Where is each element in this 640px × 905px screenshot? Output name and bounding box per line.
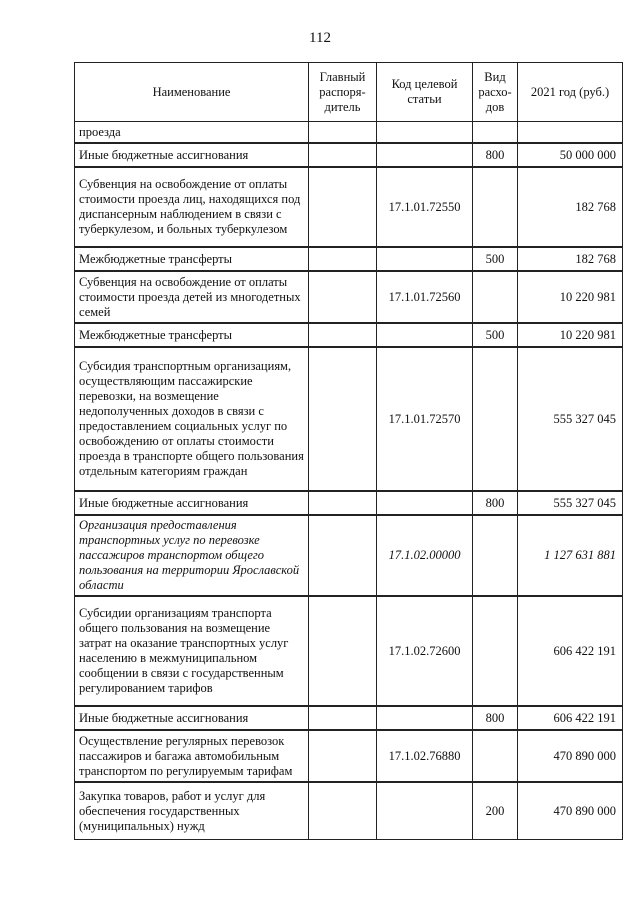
cell-admin xyxy=(309,706,377,730)
cell-type xyxy=(473,167,518,247)
header-code: Код целевой статьи xyxy=(377,63,473,122)
cell-type xyxy=(473,596,518,706)
cell-admin xyxy=(309,730,377,782)
cell-admin xyxy=(309,143,377,167)
table-row xyxy=(75,122,623,144)
table-row xyxy=(75,271,623,323)
table-row xyxy=(75,491,623,515)
cell-amount: 182 768 xyxy=(518,167,623,247)
cell-amount: 470 890 000 xyxy=(518,782,623,840)
cell-code xyxy=(377,122,473,144)
table-row xyxy=(75,347,623,491)
cell-type: 200 xyxy=(473,782,518,840)
cell-admin xyxy=(309,596,377,706)
cell-code xyxy=(377,491,473,515)
table-body xyxy=(75,122,623,840)
table-row xyxy=(75,515,623,596)
cell-type: 500 xyxy=(473,323,518,347)
cell-type xyxy=(473,271,518,323)
cell-amount: 555 327 045 xyxy=(518,347,623,491)
table-row xyxy=(75,706,623,730)
cell-type: 800 xyxy=(473,491,518,515)
table-row xyxy=(75,247,623,271)
table-row xyxy=(75,596,623,706)
cell-amount: 10 220 981 xyxy=(518,271,623,323)
cell-code: 17.1.02.76880 xyxy=(377,730,473,782)
cell-amount xyxy=(518,122,623,144)
cell-type: 800 xyxy=(473,706,518,730)
cell-admin xyxy=(309,271,377,323)
cell-amount: 606 422 191 xyxy=(518,596,623,706)
cell-name: Иные бюджетные ассигнования xyxy=(75,491,309,515)
cell-code xyxy=(377,706,473,730)
header-name: Наименование xyxy=(75,63,309,122)
cell-admin xyxy=(309,515,377,596)
cell-admin xyxy=(309,122,377,144)
cell-code xyxy=(377,143,473,167)
budget-table xyxy=(74,62,623,840)
cell-amount: 555 327 045 xyxy=(518,491,623,515)
cell-name: проезда xyxy=(75,122,309,144)
cell-name: Субсидия транспортным организациям, осуществляющим пассажирские перевозки, на возмещение недополученных доходов в связи с предоставлением социальных услуг по освобождению от оплаты стоимости проезда в транспорте общего пользования отдельным категориям граждан xyxy=(75,347,309,491)
cell-name: Субвенция на освобождение от оплаты стоимости проезда лиц, находящихся под диспансерным наблюдением в связи с туберкулезом, и больных туберкулезом xyxy=(75,167,309,247)
cell-name: Субсидии организациям транспорта общего пользования на возмещение затрат на оказание транспортных услуг населению в межмуниципальном сообщении в связи с государственным регулированием тарифов xyxy=(75,596,309,706)
cell-admin xyxy=(309,347,377,491)
header-type: Вид расхо-дов xyxy=(473,63,518,122)
cell-amount: 50 000 000 xyxy=(518,143,623,167)
table-row xyxy=(75,730,623,782)
table-row xyxy=(75,323,623,347)
cell-type xyxy=(473,730,518,782)
cell-code: 17.1.01.72560 xyxy=(377,271,473,323)
table-row xyxy=(75,782,623,840)
table-row xyxy=(75,167,623,247)
cell-type xyxy=(473,122,518,144)
cell-type xyxy=(473,515,518,596)
cell-admin xyxy=(309,782,377,840)
page-number: 112 xyxy=(309,30,331,46)
cell-code: 17.1.01.72570 xyxy=(377,347,473,491)
cell-name: Закупка товаров, работ и услуг для обеспечения государственных (муниципальных) нужд xyxy=(75,782,309,840)
cell-admin xyxy=(309,491,377,515)
cell-amount: 10 220 981 xyxy=(518,323,623,347)
cell-amount: 1 127 631 881 xyxy=(518,515,623,596)
header-admin: Главный распоря-дитель xyxy=(309,63,377,122)
cell-code: 17.1.02.72600 xyxy=(377,596,473,706)
cell-admin xyxy=(309,323,377,347)
cell-code: 17.1.01.72550 xyxy=(377,167,473,247)
cell-code: 17.1.02.00000 xyxy=(377,515,473,596)
cell-name: Организация предоставления транспортных услуг по перевозке пассажиров транспортом общего пользования на территории Ярославской области xyxy=(75,515,309,596)
cell-type xyxy=(473,347,518,491)
cell-amount: 606 422 191 xyxy=(518,706,623,730)
header-amount: 2021 год (руб.) xyxy=(518,63,623,122)
cell-type: 800 xyxy=(473,143,518,167)
cell-code xyxy=(377,323,473,347)
cell-name: Субвенция на освобождение от оплаты стоимости проезда детей из многодетных семей xyxy=(75,271,309,323)
cell-code xyxy=(377,782,473,840)
cell-name: Межбюджетные трансферты xyxy=(75,323,309,347)
table-row xyxy=(75,143,623,167)
cell-name: Иные бюджетные ассигнования xyxy=(75,143,309,167)
cell-amount: 182 768 xyxy=(518,247,623,271)
cell-admin xyxy=(309,247,377,271)
cell-name: Межбюджетные трансферты xyxy=(75,247,309,271)
cell-code xyxy=(377,247,473,271)
table-header-row xyxy=(75,63,623,122)
cell-type: 500 xyxy=(473,247,518,271)
cell-name: Осуществление регулярных перевозок пассажиров и багажа автомобильным транспортом по регулируемым тарифам xyxy=(75,730,309,782)
cell-admin xyxy=(309,167,377,247)
cell-amount: 470 890 000 xyxy=(518,730,623,782)
cell-name: Иные бюджетные ассигнования xyxy=(75,706,309,730)
